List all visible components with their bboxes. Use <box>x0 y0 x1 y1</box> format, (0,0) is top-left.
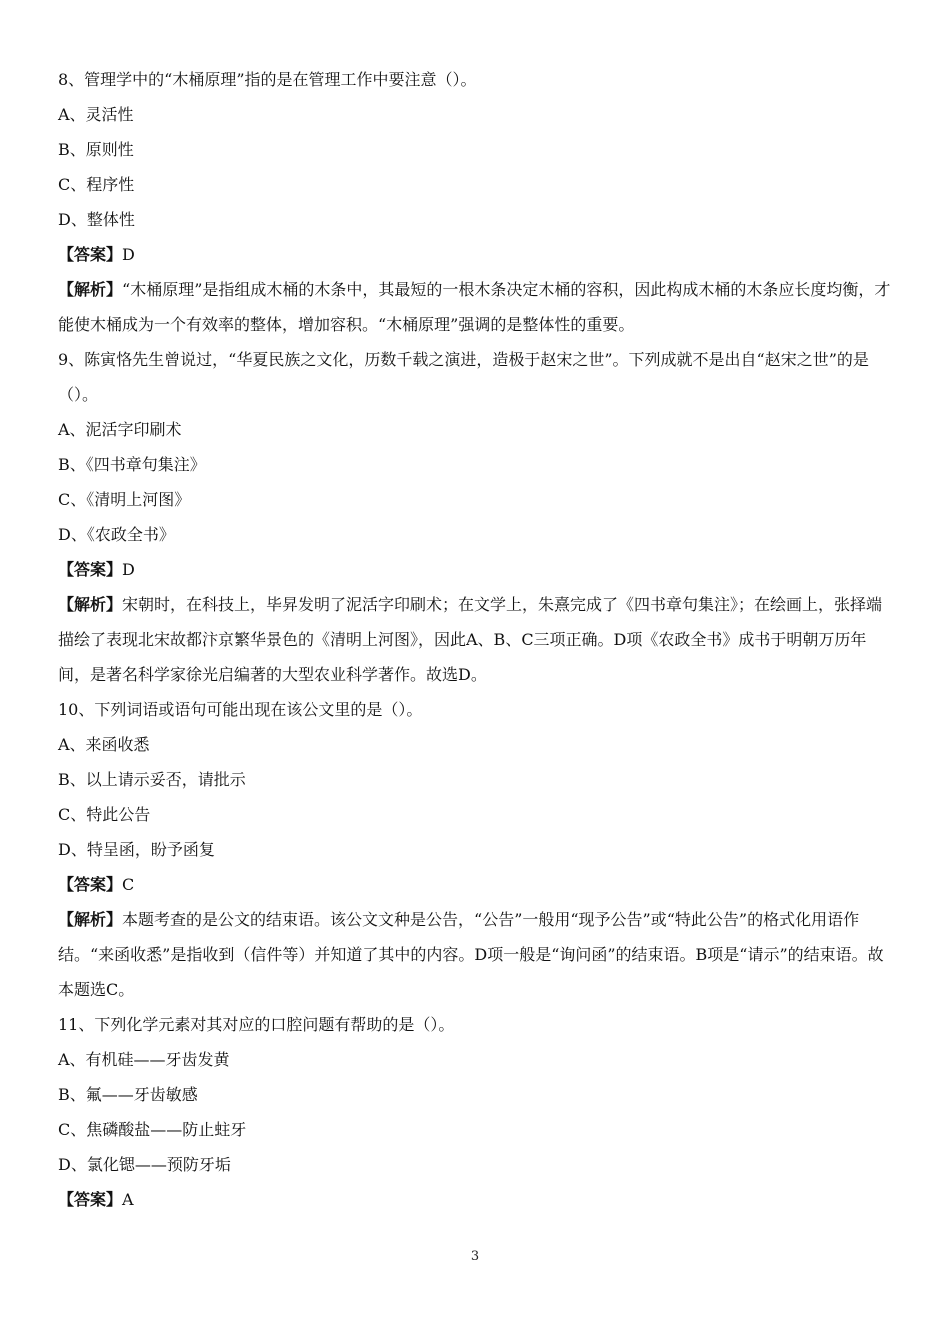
explanation-text: “木桶原理”是指组成木桶的木条中，其最短的一根木条决定木桶的容积，因此构成木桶的木条应长度均衡，才能使木桶成为一个有效率的整体，增加容积。“木桶原理”强调的是整体性的重要。 <box>58 280 891 334</box>
answer-label: 【答案】 <box>58 875 123 894</box>
option-d: D、氯化锶——预防牙垢 <box>58 1155 231 1174</box>
option-b: B、《四书章句集注》 <box>58 455 206 474</box>
answer-line <box>58 552 894 587</box>
option-c: C、《清明上河图》 <box>58 490 191 509</box>
explanation <box>58 587 894 692</box>
option-d: D、《农政全书》 <box>58 525 175 544</box>
document-page <box>58 62 894 1217</box>
answer-label: 【答案】 <box>58 245 123 264</box>
answer-label: 【答案】 <box>58 1190 123 1209</box>
answer-value: C <box>122 875 135 894</box>
explanation-text: 宋朝时，在科技上，毕昇发明了泥活字印刷术；在文学上，朱熹完成了《四书章句集注》；在绘画上，张择端描绘了表现北宋故都汴京繁华景色的《清明上河图》，因此A、B、C三项正确。D项《农政全书》成书于明朝万历年间，是著名科学家徐光启编著的大型农业科学著作。故选D。 <box>58 595 883 684</box>
answer-value: D <box>122 245 135 264</box>
answer-value: A <box>122 1190 134 1209</box>
explanation <box>58 272 894 342</box>
explanation-label: 【解析】 <box>58 910 123 929</box>
option-a: A、泥活字印刷术 <box>58 420 182 439</box>
option-a: A、有机硅——牙齿发黄 <box>58 1050 230 1069</box>
option-b: B、氟——牙齿敏感 <box>58 1085 198 1104</box>
answer-value: D <box>122 560 135 579</box>
option-b: B、原则性 <box>58 140 134 159</box>
explanation-label: 【解析】 <box>58 280 123 299</box>
option-a: A、灵活性 <box>58 105 134 124</box>
option-c: C、特此公告 <box>58 805 151 824</box>
explanation <box>58 902 894 1007</box>
answer-line <box>58 1182 894 1217</box>
option-c: C、焦磷酸盐——防止蛀牙 <box>58 1120 247 1139</box>
option-c: C、程序性 <box>58 175 135 194</box>
question-stem: 11、下列化学元素对其对应的口腔问题有帮助的是（）。 <box>58 1015 455 1034</box>
answer-label: 【答案】 <box>58 560 123 579</box>
explanation-label: 【解析】 <box>58 595 123 614</box>
option-a: A、来函收悉 <box>58 735 150 754</box>
question-stem: 9、陈寅恪先生曾说过，“华夏民族之文化，历数千载之演进，造极于赵宋之世”。下列成就不是出自“赵宋之世”的是（）。 <box>58 350 869 404</box>
answer-line <box>58 867 894 902</box>
page-number: 3 <box>470 1249 480 1264</box>
explanation-text: 本题考查的是公文的结束语。该公文文种是公告，“公告”一般用“现予公告”或“特此公告”的格式化用语作结。“来函收悉”是指收到（信件等）并知道了其中的内容。D项一般是“询问函”的结束语。B项是“请示”的结束语。故本题选C。 <box>58 910 884 999</box>
answer-line <box>58 237 894 272</box>
option-d: D、整体性 <box>58 210 135 229</box>
option-d: D、特呈函，盼予函复 <box>58 840 215 859</box>
option-b: B、以上请示妥否，请批示 <box>58 770 246 789</box>
question-stem: 8、管理学中的“木桶原理”指的是在管理工作中要注意（）。 <box>58 70 477 89</box>
question-stem: 10、下列词语或语句可能出现在该公文里的是（）。 <box>58 700 423 719</box>
